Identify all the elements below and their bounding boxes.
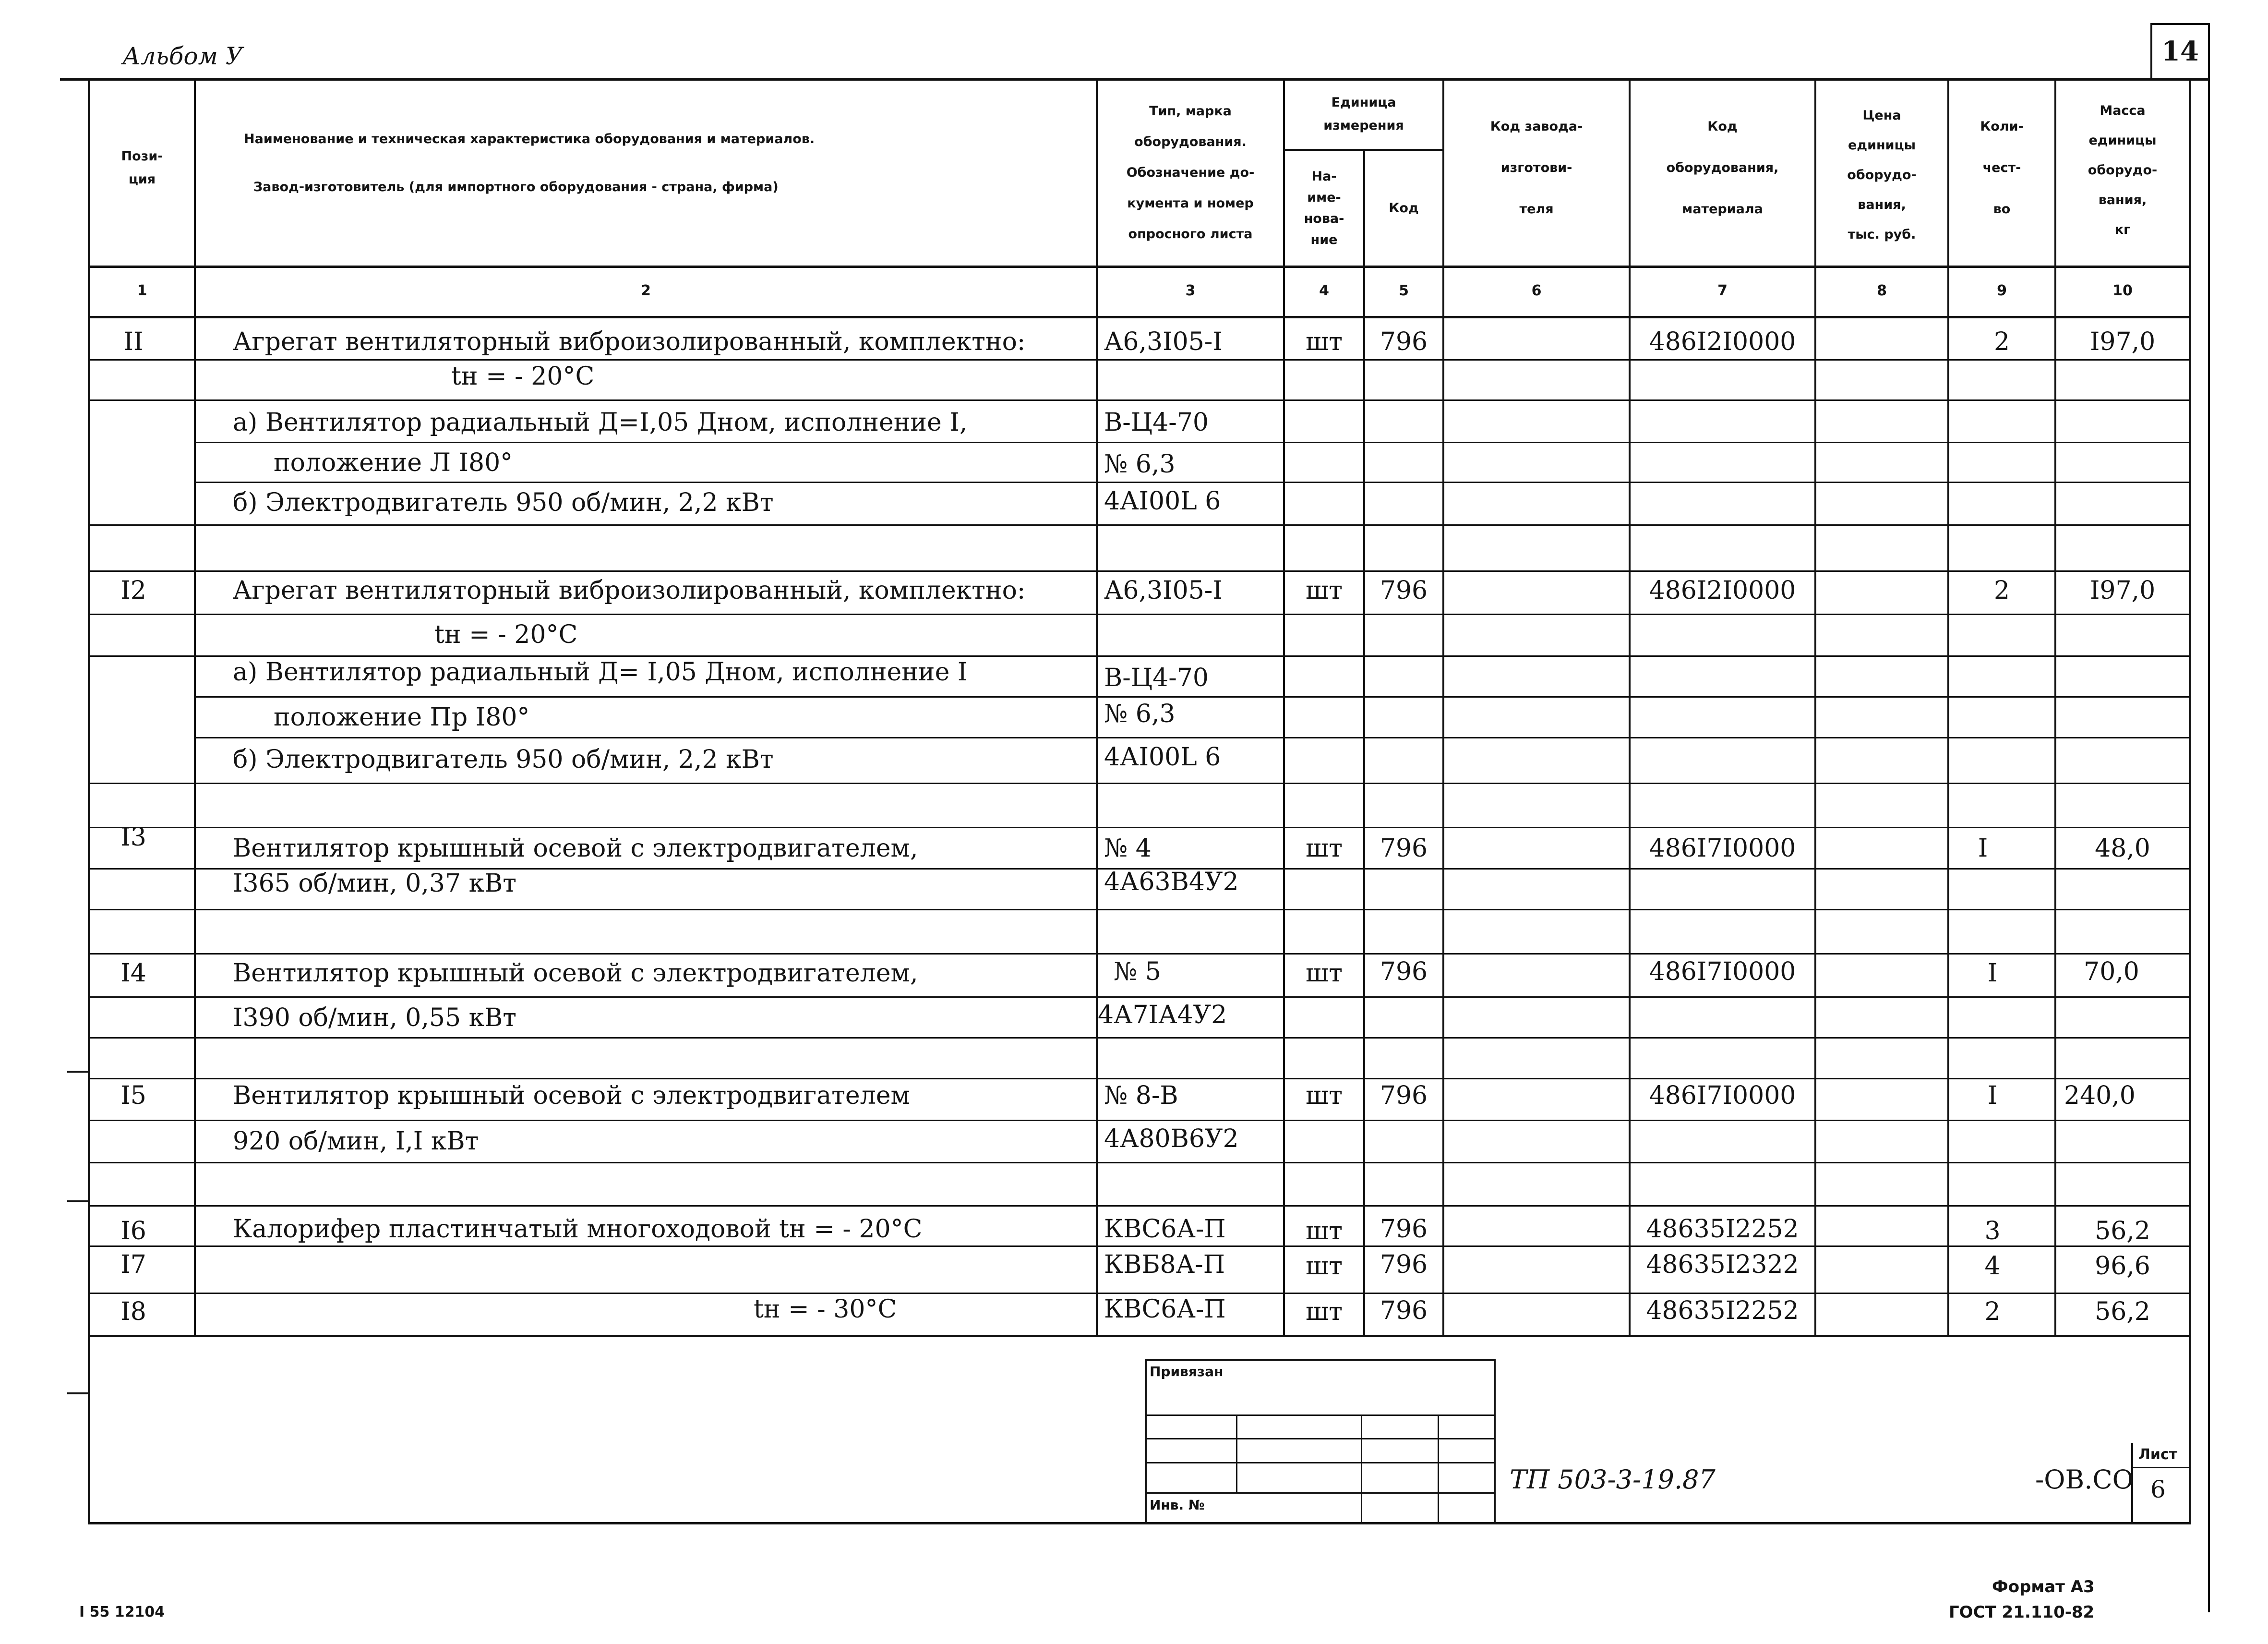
footer-format: Формат А3: [1992, 1577, 2095, 1596]
header-type: Тип, марка оборудования. Обозначение до- кумента и номер опросного листа: [1126, 104, 1255, 242]
row-line: [88, 1205, 2191, 1207]
sheet-label: Лист: [2138, 1446, 2178, 1463]
header-price: Цена единицы оборудо- вания, тыс. руб.: [1847, 108, 1917, 242]
stamp-box-line: [1361, 1414, 1362, 1523]
stamp-box-line: [1145, 1462, 1495, 1463]
row-line: [88, 614, 2191, 615]
column-number: 6: [1531, 282, 1542, 299]
column-number: 5: [1399, 282, 1409, 299]
row-mass: 240,0: [2064, 1081, 2136, 1110]
row-equipment-code: 486I7I0000: [1649, 957, 1796, 986]
row-position: I3: [120, 823, 146, 852]
header-mass: Масса единицы оборудо- вания, кг: [2088, 103, 2158, 237]
footer-gost: ГОСТ 21.110-82: [1949, 1603, 2095, 1622]
row-mass: I97,0: [2089, 576, 2156, 605]
row-name: Калорифер пластинчатый многоходовой tн = - 20°С: [233, 1215, 923, 1244]
row-quantity: 4: [1984, 1252, 2001, 1281]
margin-tick: [67, 1392, 89, 1394]
document-code: ТП 503-3-19.87: [1510, 1464, 1716, 1495]
row-position: II: [123, 327, 144, 356]
row-equipment-code: 48635I2252: [1646, 1296, 1799, 1325]
row-mass: I97,0: [2089, 327, 2156, 356]
row-name: tн = - 20°С: [451, 362, 595, 391]
row-type: № 5: [1114, 957, 1161, 986]
row-equipment-code: 486I2I0000: [1649, 327, 1796, 356]
row-type: А6,3I05-I: [1104, 327, 1223, 356]
row-mass: 56,2: [2095, 1217, 2150, 1245]
page-number: 14: [2161, 36, 2199, 67]
stamp-box-line: [1145, 1438, 1495, 1439]
stamp-box-line: [1145, 1359, 1147, 1523]
row-name: положение Л I80°: [274, 448, 513, 477]
stamp-box-line: [1145, 1414, 1495, 1416]
sheet-number: 6: [2150, 1475, 2166, 1503]
header-plant-code: Код завода- изготови- теля: [1490, 119, 1583, 217]
margin-tick: [67, 1200, 89, 1202]
row-type: 4А7IА4У2: [1098, 1001, 1227, 1029]
column-number: 3: [1185, 282, 1196, 299]
row-name: положение Пр I80°: [274, 703, 530, 732]
row-name: Агрегат вентиляторный виброизолированный, комплектно:: [233, 576, 1026, 605]
row-position: I8: [120, 1297, 146, 1326]
row-quantity: 2: [1984, 1297, 2001, 1326]
row-name: Вентилятор крышный осевой с электродвигателем,: [233, 834, 918, 863]
row-unit-code: 796: [1380, 1296, 1428, 1325]
frame-top-short: [2150, 23, 2210, 25]
column-number: 1: [137, 282, 147, 299]
row-line: [88, 1162, 2191, 1163]
album-title: Альбом У: [122, 42, 243, 70]
row-position: I5: [120, 1081, 146, 1110]
row-unit: шт: [1305, 1217, 1343, 1245]
row-equipment-code: 48635I2252: [1646, 1215, 1799, 1244]
row-name: tн = - 20°С: [434, 620, 578, 649]
row-unit: шт: [1305, 1297, 1343, 1326]
row-line: [88, 953, 2191, 955]
stamp-privyazan: Привязан: [1150, 1364, 1224, 1379]
row-type: № 6,3: [1104, 700, 1176, 728]
row-unit: шт: [1305, 1081, 1343, 1110]
row-type: 4АI00L 6: [1104, 487, 1221, 516]
row-position: I4: [120, 959, 146, 988]
row-quantity: 2: [1993, 576, 2010, 605]
stamp-box-line: [1494, 1359, 1496, 1523]
sheet-box-line: [2131, 1467, 2191, 1468]
stamp-box-line: [1438, 1414, 1439, 1523]
footer-left-code: I 55 12104: [79, 1604, 165, 1620]
row-equipment-code: 486I2I0000: [1649, 576, 1796, 605]
row-type: А6,3I05-I: [1104, 576, 1223, 605]
stamp-inv-no: Инв. №: [1150, 1497, 1205, 1513]
header-unit-code: Код: [1389, 200, 1419, 216]
row-unit: шт: [1305, 1252, 1343, 1281]
row-unit: шт: [1305, 576, 1343, 605]
row-quantity: I: [1987, 959, 1998, 988]
row-name: а) Вентилятор радиальный Д=I,05 Дном, исполнение I,: [233, 408, 968, 437]
document-suffix: -ОВ.СО: [2035, 1464, 2134, 1495]
row-unit-code: 796: [1380, 1215, 1428, 1244]
row-name: б) Электродвигатель 950 об/мин, 2,2 кВт: [233, 488, 774, 517]
table-right-border: [2189, 78, 2191, 1524]
row-line: [88, 570, 2191, 572]
row-line: [196, 696, 2191, 698]
row-equipment-code: 486I7I0000: [1649, 1081, 1796, 1110]
stamp-box-line: [1145, 1359, 1495, 1361]
stamp-bottom-line: [88, 1522, 2191, 1524]
column-number: 4: [1319, 282, 1329, 299]
row-type: КВС6А-П: [1104, 1215, 1226, 1244]
header-position: Пози- ция: [121, 149, 163, 187]
row-type: В-Ц4-70: [1104, 408, 1209, 437]
row-name: I365 об/мин, 0,37 кВт: [233, 869, 517, 898]
stamp-box-line: [1236, 1414, 1237, 1492]
header-bottom-line: [88, 266, 2191, 268]
row-unit-code: 796: [1380, 957, 1428, 986]
row-type: КВБ8А-П: [1104, 1250, 1225, 1279]
row-position: I2: [120, 576, 146, 605]
row-name: а) Вентилятор радиальный Д= I,05 Дном, исполнение I: [233, 658, 968, 687]
row-type: 4А63В4У2: [1104, 868, 1239, 896]
row-mass: 48,0: [2095, 834, 2150, 863]
header-unit-name: На- име- нова- ние: [1304, 169, 1344, 247]
header-equipment-code: Код оборудования, материала: [1666, 119, 1779, 217]
row-name: Вентилятор крышный осевой с электродвигателем: [233, 1081, 910, 1110]
frame-top-border: [60, 78, 2210, 81]
row-unit: шт: [1305, 327, 1343, 356]
row-line: [88, 359, 2191, 361]
column-number: 2: [641, 282, 651, 299]
row-mass: 56,2: [2095, 1297, 2150, 1326]
row-quantity: 2: [1993, 327, 2010, 356]
column-number: 10: [2112, 282, 2133, 299]
stamp-box-line: [1145, 1492, 1495, 1494]
row-line: [196, 737, 2191, 738]
header-unit: Единица измерения: [1323, 95, 1404, 133]
row-line: [88, 1037, 2191, 1039]
row-line: [88, 909, 2191, 910]
row-line: [196, 482, 2191, 483]
row-unit: шт: [1305, 834, 1343, 863]
column-number: 7: [1717, 282, 1728, 299]
row-line: [196, 442, 2191, 443]
row-name: б) Электродвигатель 950 об/мин, 2,2 кВт: [233, 745, 774, 774]
row-unit-code: 796: [1380, 1250, 1428, 1279]
row-quantity: I: [1978, 834, 1988, 863]
row-type: № 4: [1104, 834, 1152, 863]
frame-right-border: [2208, 23, 2210, 1612]
row-type: № 6,3: [1104, 450, 1176, 479]
row-unit: шт: [1305, 959, 1343, 988]
row-line: [88, 996, 2191, 998]
row-line: [88, 524, 2191, 526]
column-number: 8: [1877, 282, 1887, 299]
header-name-line1: Наименование и техническая характеристика оборудования и материалов.: [244, 132, 815, 146]
row-line: [88, 399, 2191, 401]
row-position: I6: [120, 1217, 146, 1245]
row-type: 4А80В6У2: [1104, 1124, 1239, 1153]
row-unit-code: 796: [1380, 834, 1428, 863]
table-bottom-line: [88, 1335, 2191, 1337]
row-name: Вентилятор крышный осевой с электродвигателем,: [233, 959, 918, 988]
row-type: 4АI00L 6: [1104, 743, 1221, 772]
row-quantity: 3: [1984, 1217, 2001, 1245]
row-line: [88, 827, 2191, 828]
row-unit-code: 796: [1380, 327, 1428, 356]
row-mass: 96,6: [2095, 1252, 2150, 1281]
row-unit-code: 796: [1380, 1081, 1428, 1110]
margin-tick: [67, 1071, 89, 1073]
header-name-line2: Завод-изготовитель (для импортного оборудования - страна, фирма): [253, 180, 779, 194]
row-quantity: I: [1987, 1081, 1998, 1110]
row-name: tн = - 30°С: [754, 1295, 897, 1324]
colnum-bottom-line: [88, 316, 2191, 318]
row-line: [88, 1245, 2191, 1247]
row-name: 920 об/мин, I,I кВт: [233, 1127, 479, 1156]
row-equipment-code: 486I7I0000: [1649, 834, 1796, 863]
row-line: [88, 783, 2191, 784]
column-number: 9: [1997, 282, 2007, 299]
row-type: В-Ц4-70: [1104, 664, 1209, 692]
row-line: [88, 1078, 2191, 1079]
row-line: [88, 1120, 2191, 1121]
row-type: № 8-В: [1104, 1081, 1178, 1110]
row-unit-code: 796: [1380, 576, 1428, 605]
row-mass: 70,0: [2084, 957, 2139, 986]
row-name: Агрегат вентиляторный виброизолированный, комплектно:: [233, 327, 1026, 356]
row-position: I7: [120, 1250, 146, 1279]
row-name: I390 об/мин, 0,55 кВт: [233, 1003, 517, 1032]
row-equipment-code: 48635I2322: [1646, 1250, 1799, 1279]
header-quantity: Коли- чест- во: [1980, 119, 2024, 217]
row-type: КВС6А-П: [1104, 1295, 1226, 1324]
